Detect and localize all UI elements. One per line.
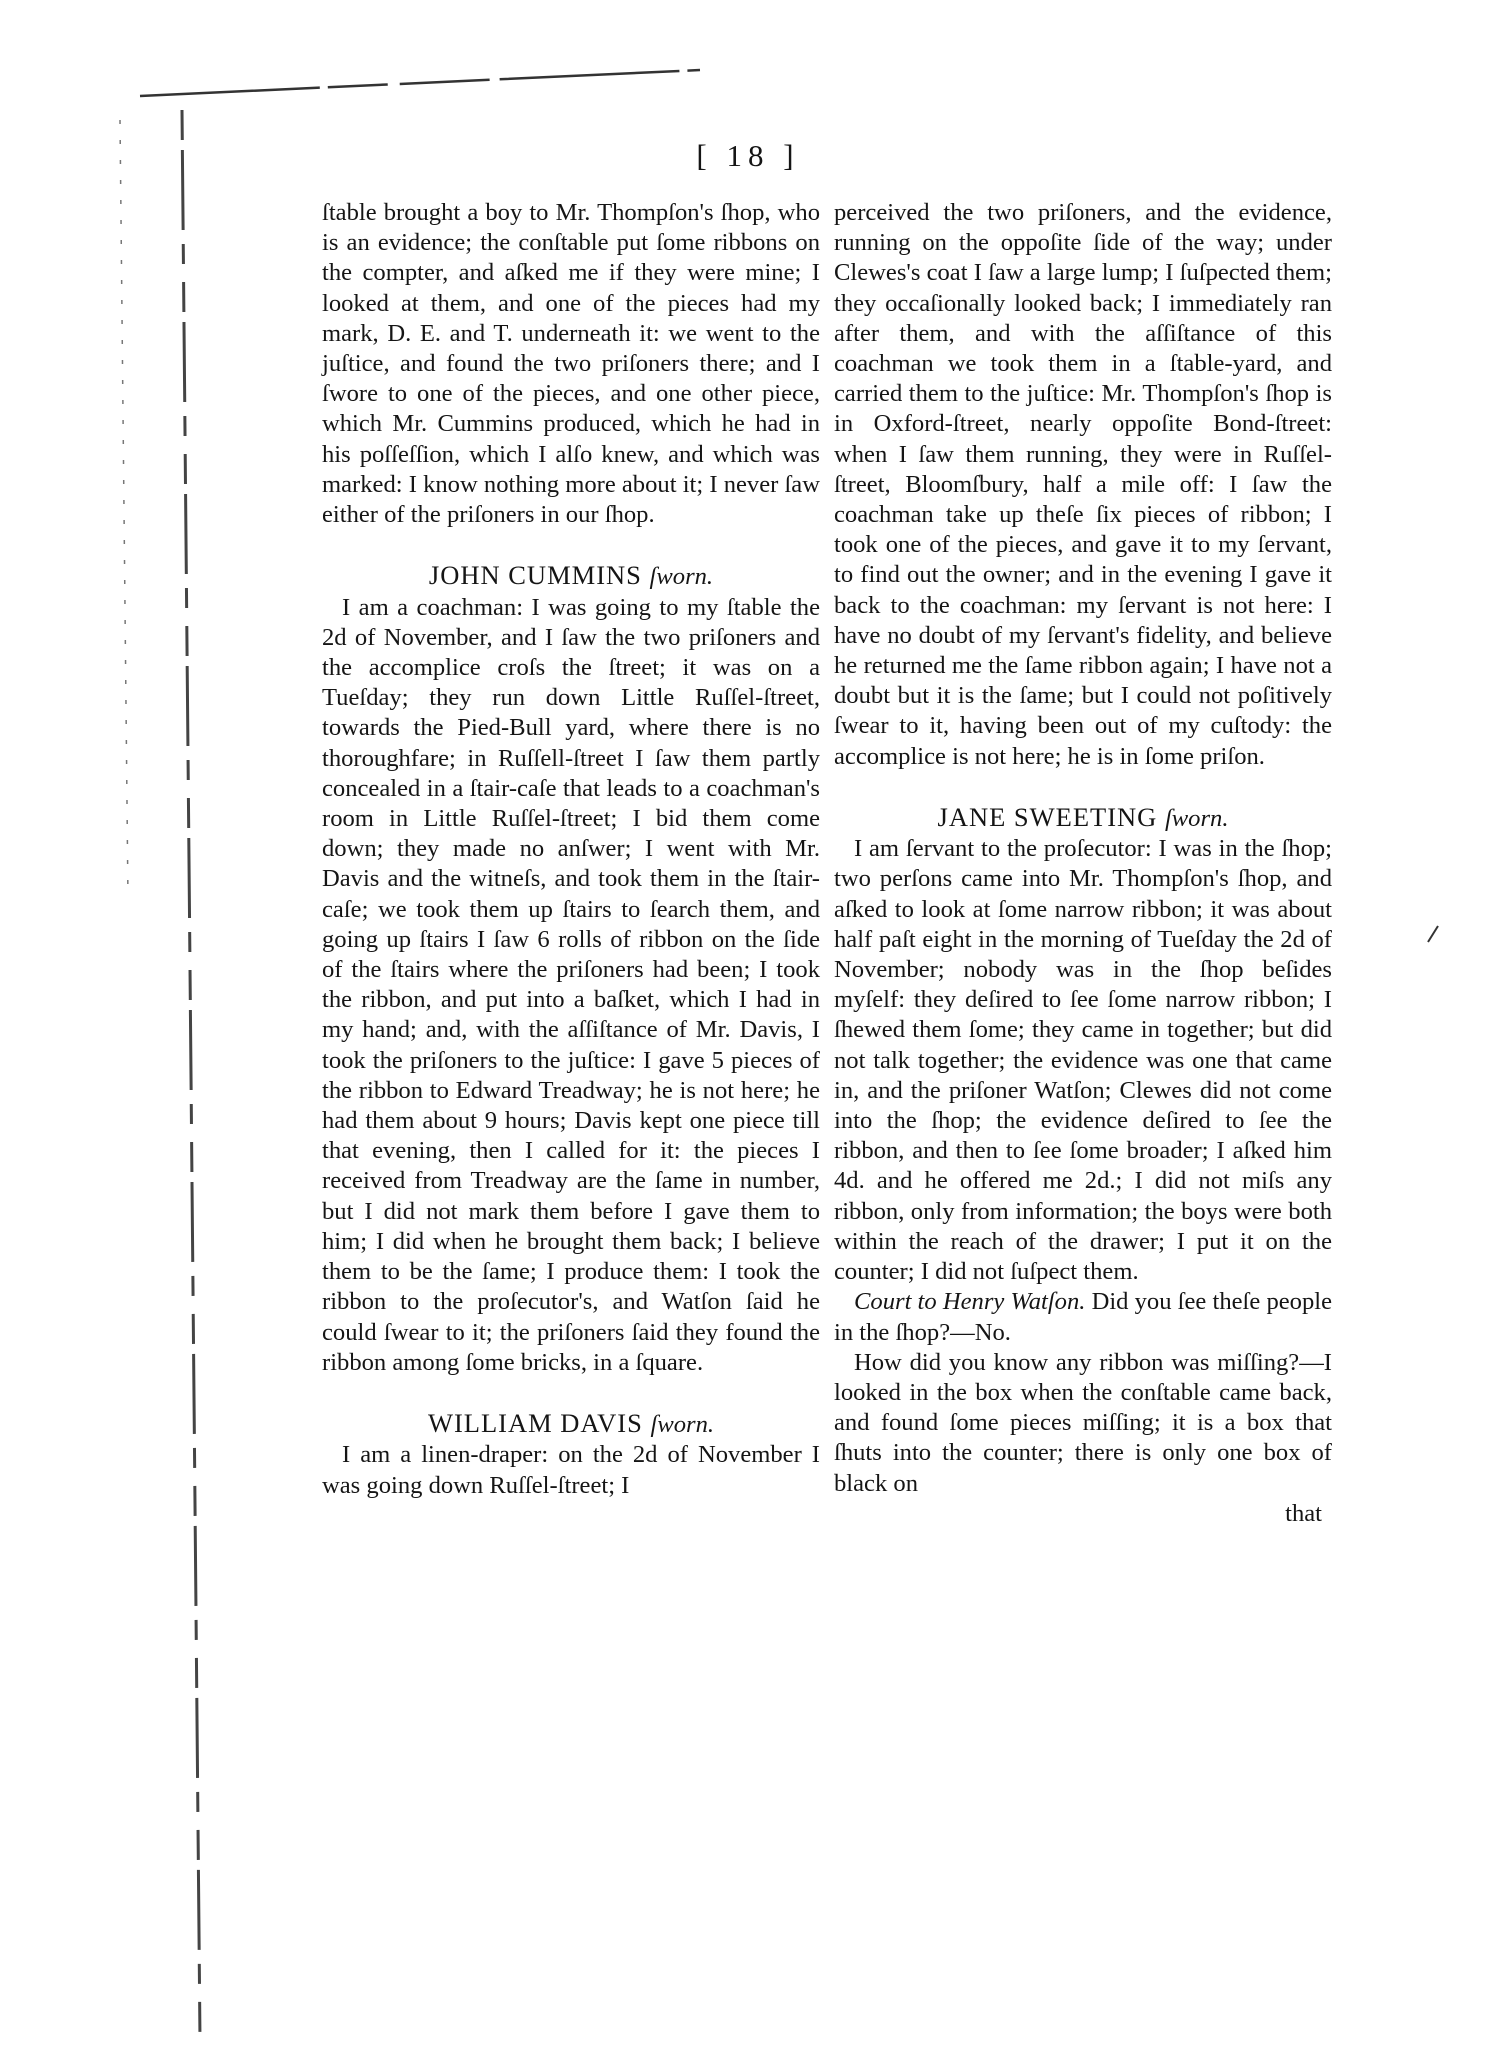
- heading-william-davis: [322, 1408, 820, 1440]
- left-column: [322, 198, 820, 1501]
- paragraph-continued-testimony: ſtable brought a boy to Mr. Thompſon's ſhop, who is an evidence; the conſtable put ſome ribbons on the compter, and aſked me if they were mine; I looked at them, and one of the pieces had my mark, D. E. and T. underneath it: we went to the juſtice, and found the two priſoners there; and I ſwore to one of the pieces, and one other piece, which Mr. Cummins produced, which he had in his poſſeſſion, which I alſo knew, and which was marked: I know nothing more about it; I never ſaw either of the priſoners in our ſhop.: [322, 199, 820, 529]
- top-rule-line: [140, 70, 700, 96]
- witness-name: JANE SWEETING: [937, 802, 1158, 833]
- stray-mark: [1428, 926, 1438, 942]
- witness-name: WILLIAM DAVIS: [427, 1408, 643, 1439]
- paragraph-sweeting-testimony: I am ſervant to the proſecutor: I was in the ſhop; two perſons came into Mr. Thompſon's ſhop, and aſked to look at ſome narrow ribbon; it was about half paſt eight in the morning of Tueſday the 2d of November; nobody was in the ſhop beſides myſelf: they deſired to ſee ſome narrow ribbon; I ſhewed them ſome; they came in together; but did not talk together; the evidence was one that came in, and the priſoner Watſon; Clewes did not come into the ſhop; the evidence deſired to ſee the ribbon, and then to ſee ſome broader; I aſked him 4d. and he offered me 2d.; I did not miſs any ribbon, only from information; the boys were both within the reach of the drawer; I put it on the counter; I did not ſuſpect them.: [834, 835, 1332, 1286]
- sworn-label: ſworn.: [650, 1411, 715, 1439]
- paragraph-followup-question: How did you know any ribbon was miſſing?—I looked in the box when the conſtable came back, and found ſome pieces miſſing; it is a box that ſhuts into the counter; there is only one box of black on: [834, 1348, 1332, 1497]
- heading-john-cummins: [322, 560, 820, 592]
- heading-jane-sweeting: [834, 802, 1332, 834]
- binding-edge-line: [120, 120, 128, 900]
- question-text: Did you ſee theſe people in the ſhop?—No.: [834, 1288, 1333, 1346]
- paragraph-court-question: [834, 1287, 1332, 1347]
- page-number: [ 18 ]: [696, 138, 800, 173]
- right-column: [834, 198, 1332, 1529]
- sworn-label: ſworn.: [649, 563, 714, 591]
- catchword: that: [1285, 1499, 1322, 1527]
- paragraph-davis-continued: perceived the two priſoners, and the evidence, running on the oppoſite ſide of the way; under Clewes's coat I ſaw a large lump; I ſuſpected them; they occaſionally looked back; I immediately ran after them, and with the aſſiſtance of this coachman we took them in a ſtable-yard, and carried them to the juſtice: Mr. Thompſon's ſhop is in Oxford-ſtreet, nearly oppoſite Bond-ſtreet: when I ſaw them running, they were in Ruſſel-ſtreet, Bloomſbury, half a mile off: I ſaw the coachman take up theſe ſix pieces of ribbon; I took one of the pieces, and gave it to my ſervant, to find out the owner; and in the evening I gave it back to the coachman: my ſervant is not here: I have no doubt of my ſervant's fidelity, and believe he returned me the ſame ribbon again; I have not a doubt but it is the ſame; but I could not poſitively ſwear to it, having been out of my cuſtody: the accomplice is not here; he is in ſome priſon.: [834, 199, 1332, 770]
- court-speaker: Court to Henry Watſon.: [854, 1288, 1086, 1316]
- paragraph-cummins-testimony: I am a coachman: I was going to my ſtable the 2d of November, and I ſaw the two priſoners and the accomplice croſs the ſtreet; it was on a Tueſday; they run down Little Ruſſel-ſtreet, towards the Pied-Bull yard, where there is no thoroughfare; in Ruſſell-ſtreet I ſaw them partly concealed in a ſtair-caſe that leads to a coachman's room in Little Ruſſel-ſtreet; I bid them come down; they made no anſwer; I went with Mr. Davis and the witneſs, and took them in the ſtair-caſe; we took them up ſtairs to ſearch them, and going up ſtairs I ſaw 6 rolls of ribbon on the ſide of the ſtairs where the priſoners had been; I took the ribbon, and put into a baſket, which I had in my hand; and, with the aſſiſtance of Mr. Davis, I took the priſoners to the juſtice: I gave 5 pieces of the ribbon to Edward Treadway; he is not here; he had them about 9 hours; Davis kept one piece till that evening, then I called for it: the pieces I received from Treadway are the ſame in number, but I did not mark them before I gave them to him; I did when he brought them back; I believe them to be the ſame; I produce them: I took the ribbon to the proſecutor's, and Watſon ſaid he could ſwear to it; the priſoners ſaid they found the ribbon among ſome bricks, in a ſquare.: [322, 593, 820, 1376]
- binding-shadow-line: [182, 110, 200, 2040]
- sworn-label: ſworn.: [1164, 805, 1229, 833]
- witness-name: JOHN CUMMINS: [428, 560, 642, 591]
- paragraph-davis-testimony: I am a linen-draper: on the 2d of November I was going down Ruſſel-ſtreet; I: [322, 1441, 820, 1499]
